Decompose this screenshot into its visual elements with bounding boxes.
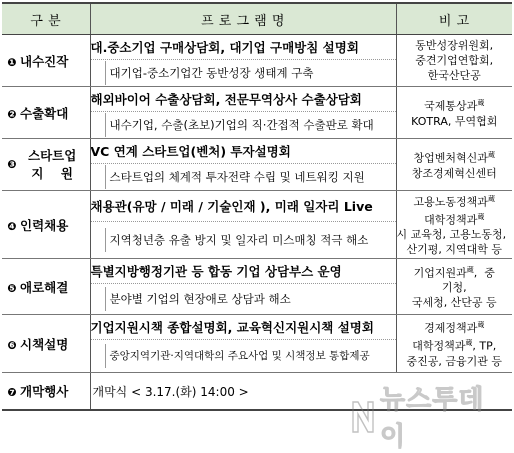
program-sub-text: 분야별 기업의 현장애로 상담과 해소: [105, 287, 396, 311]
program-main: VC 연계 스타트업(벤처) 투자설명회: [90, 139, 396, 164]
note-text: 기업지원과: [413, 266, 467, 280]
note-line: [397, 192, 513, 210]
note-line: 동반성장위원회,: [415, 39, 494, 52]
table-row: [2, 259, 512, 284]
hangul-superscript: 蔵: [477, 321, 485, 330]
table-row: [2, 139, 512, 164]
program-sub: [90, 222, 396, 259]
row-number: ❹: [7, 219, 17, 233]
category-label: 애로해결: [20, 279, 69, 295]
category-cell: [2, 259, 90, 315]
table-row: [2, 35, 512, 60]
note-cell: [396, 259, 512, 315]
note-line: 시 교육청, 고용노동청,: [396, 228, 507, 242]
category-label: 수출확대: [20, 105, 69, 121]
program-sub-text: 중앙지역기관·지역대학의 주요사업 및 시책정보 통합제공: [105, 344, 396, 368]
category-cell: [2, 87, 90, 139]
row-number: ❺: [7, 281, 17, 295]
note-text: 대학정책과: [424, 213, 478, 227]
note-text: 중: [484, 266, 495, 280]
note-text: 창업벤처혁신과: [413, 151, 488, 165]
row-number: ❶: [7, 55, 17, 69]
program-sub: [90, 112, 396, 139]
category-cell: [2, 191, 90, 259]
hangul-superscript: 蔵: [477, 212, 485, 221]
note-text: 경제정책과: [424, 322, 478, 335]
table-row: [2, 191, 512, 222]
category-label: 시책설명: [20, 336, 69, 352]
program-sub-text: 대기업-중소기업간 동반성장 생태계 구축: [105, 61, 396, 85]
note-line: 기업지원과$^蔵$, 중: [413, 265, 495, 280]
table-row: [2, 87, 512, 112]
hangul-superscript: 蔵: [466, 265, 474, 274]
note-line: 한국산단공: [427, 69, 481, 82]
note-cell: [396, 35, 512, 87]
note-cell: [396, 87, 512, 139]
row-number: ❼: [7, 386, 17, 399]
program-sub: [90, 340, 396, 373]
opening-event: 개막식 < 3.17.(화) 14:00 >: [90, 373, 512, 411]
note-line: 기청,: [441, 281, 467, 295]
note-line: 중진공, 금융기관 등: [406, 354, 502, 368]
program-sub-text: 스타트업의 체계적 투자전략 수립 및 네트워킹 지원: [105, 165, 396, 189]
category-cell: [2, 315, 90, 373]
row-number: ❸: [7, 158, 17, 171]
category-cell: [2, 373, 90, 411]
table-header-row: [2, 3, 512, 35]
hangul-superscript: 蔵: [477, 99, 485, 108]
note-cell: [396, 191, 512, 259]
note-line: [397, 210, 513, 228]
note-line: [397, 96, 513, 114]
category-label: 스타트업 지 원: [28, 147, 77, 181]
hangul-superscript: 蔵: [465, 339, 473, 347]
program-main: 대.중소기업 구매상담회, 대기업 구매방침 설명회: [90, 35, 396, 60]
row-number: ❻: [7, 338, 17, 352]
program-sub-text: 지역청년층 유출 방지 및 일자리 미스매칭 적극 해소: [105, 228, 396, 252]
note-line: 대학정책과$^蔵$, TP,: [412, 339, 497, 353]
category-label: 내수진작: [20, 53, 69, 69]
program-sub: [90, 284, 396, 315]
note-line: KOTRA, 무역협회: [411, 114, 498, 128]
program-sub: [90, 164, 396, 191]
program-main: 특별지방행정기관 등 합동 기업 상담부스 운영: [90, 259, 396, 284]
hangul-superscript: 蔵: [487, 194, 495, 203]
program-table: [2, 2, 512, 411]
note-line: 중견기업연합회,: [415, 54, 494, 67]
hangul-superscript: 蔵: [487, 151, 495, 160]
header-note: 비 고: [396, 3, 512, 35]
note-line: [397, 318, 513, 336]
note-cell: [396, 315, 512, 373]
category-cell: [2, 35, 90, 87]
program-main: 기업지원시책 종합설명회, 교육혁신지원시책 설명회: [90, 315, 396, 340]
table-row: [2, 315, 512, 340]
note-cell: [396, 139, 512, 191]
program-sub-text: 내수기업, 수출(초보)기업의 직·간접적 수출판로 확대: [105, 113, 396, 137]
note-text: 국제통상과: [424, 99, 478, 113]
category-cell: [2, 139, 90, 191]
program-sub: [90, 60, 396, 87]
watermark-text: 뉴스투데이: [380, 385, 485, 452]
category-label: 인력채용: [20, 217, 69, 233]
program-main: 채용관(유망 / 미래 / 기술인재 ), 미래 일자리 Live: [90, 191, 396, 222]
note-text: 대학정책과: [412, 339, 466, 353]
row-number: ❷: [7, 107, 17, 121]
table-row: [2, 373, 512, 411]
note-line: 창조경제혁신센터: [411, 166, 497, 180]
note-text: 고용노동정책과: [413, 195, 488, 209]
note-line: 국세청, 산단공 등: [411, 296, 497, 310]
program-main: 해외바이어 수출상담회, 전문무역상사 수출상담회: [90, 87, 396, 112]
note-line: [397, 148, 513, 166]
note-text: TP,: [479, 339, 497, 353]
header-program: 프 로 그 램 명: [90, 3, 396, 35]
header-category: 구 분: [2, 3, 90, 35]
note-line: 산기평, 지역대학 등: [406, 243, 502, 257]
category-label: 개막행사: [20, 384, 69, 399]
